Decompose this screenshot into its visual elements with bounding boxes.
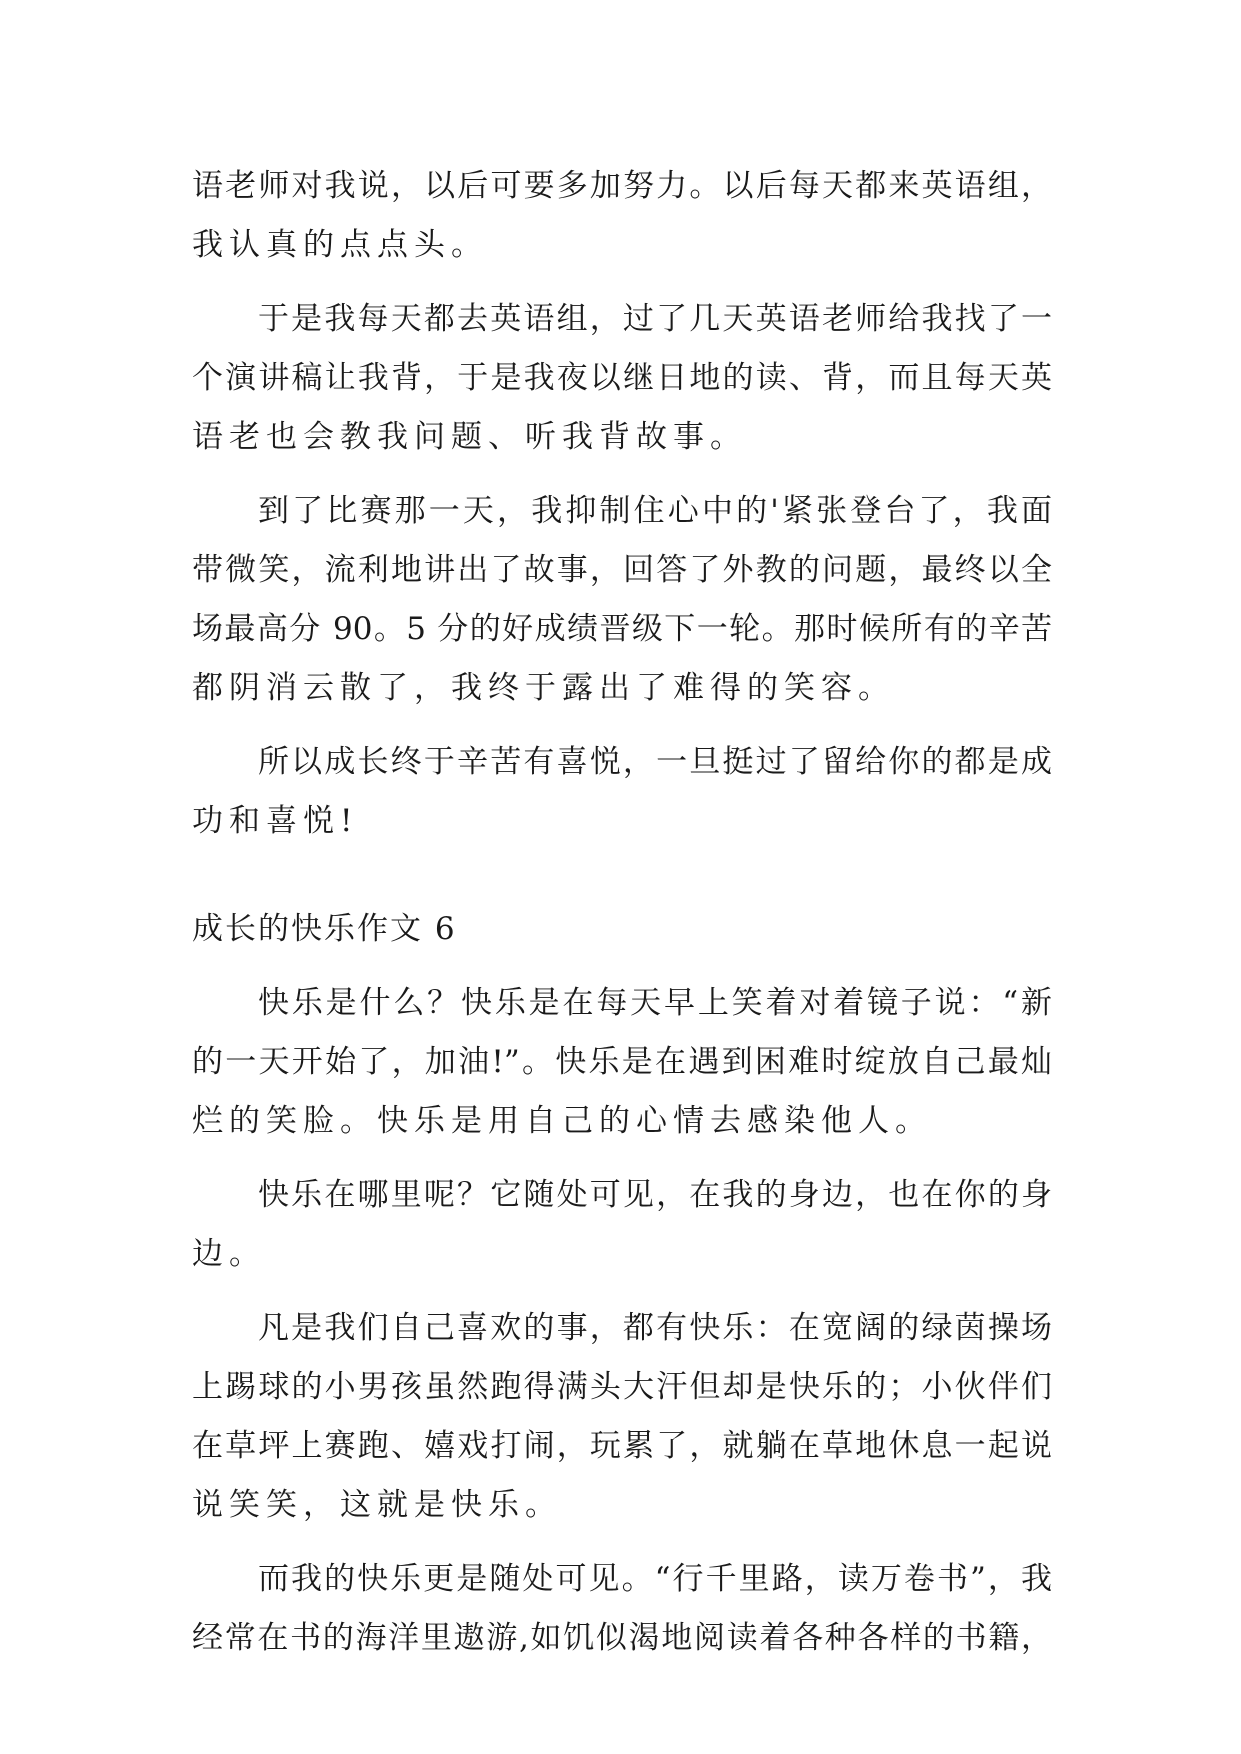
text-line: 到了比赛那一天，我抑制住心中的'紧张登台了，我面 [258, 493, 1052, 529]
text-line: 带微笑，流利地讲出了故事，回答了外教的问题，最终以全 [192, 552, 1052, 588]
text-line: 的一天开始了，加油!”。快乐是在遇到困难时绽放自己最灿 [192, 1044, 1052, 1080]
text-line: 上踢球的小男孩虽然跑得满头大汗但却是快乐的；小伙伴们 [192, 1369, 1052, 1405]
text-line: 烂的笑脸。快乐是用自己的心情去感染他人。 [192, 1103, 932, 1139]
text-line: 于是我每天都去英语组，过了几天英语老师给我找了一 [258, 301, 1052, 337]
text-line: 边。 [192, 1236, 266, 1272]
text-line: 功和喜悦! [192, 803, 359, 839]
text-line: 语老也会教我问题、听我背故事。 [192, 419, 747, 455]
text-line: 我认真的点点头。 [192, 227, 488, 263]
text-line: 快乐在哪里呢？它随处可见，在我的身边，也在你的身 [258, 1177, 1052, 1213]
section-heading: 成长的快乐作文 6 [192, 911, 457, 947]
text-line: 而我的快乐更是随处可见。“行千里路，读万卷书”，我 [258, 1561, 1052, 1597]
text-line: 都阴消云散了，我终于露出了难得的笑容。 [192, 670, 895, 706]
text-line: 场最高分 90。5 分的好成绩晋级下一轮。那时候所有的辛苦 [192, 611, 1052, 647]
text-line: 语老师对我说，以后可要多加努力。以后每天都来英语组， [192, 168, 1052, 204]
text-line: 凡是我们自己喜欢的事，都有快乐：在宽阔的绿茵操场 [258, 1310, 1052, 1346]
text-line: 经常在书的海洋里遨游,如饥似渴地阅读着各种各样的书籍， [192, 1620, 1052, 1656]
text-line: 快乐是什么？快乐是在每天早上笑着对着镜子说：“新 [258, 985, 1052, 1021]
text-line: 在草坪上赛跑、嬉戏打闹，玩累了，就躺在草地休息一起说 [192, 1428, 1052, 1464]
text-line: 所以成长终于辛苦有喜悦，一旦挺过了留给你的都是成 [258, 744, 1052, 780]
text-line: 个演讲稿让我背，于是我夜以继日地的读、背，而且每天英 [192, 360, 1052, 396]
text-line: 说笑笑，这就是快乐。 [192, 1487, 562, 1523]
